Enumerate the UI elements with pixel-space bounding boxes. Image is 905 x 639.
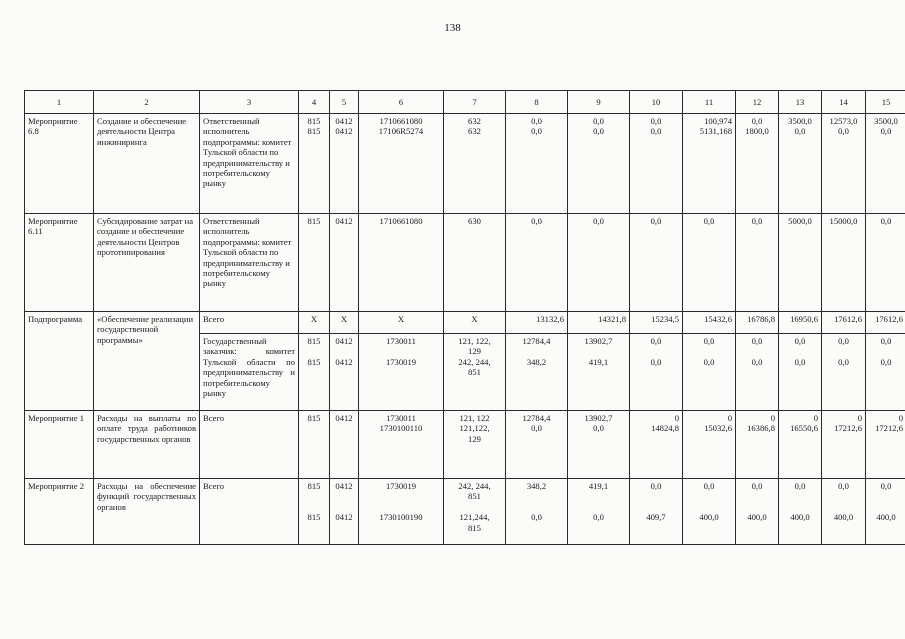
cell-c15: 0,0 0,0	[866, 334, 905, 411]
cell-c10: 0 14824,8	[630, 411, 683, 479]
cell-c14: 0 17212,6	[822, 411, 866, 479]
cell-c5: 0412	[330, 411, 359, 479]
cell-c13: 0 16550,6	[779, 411, 822, 479]
table-row	[25, 114, 905, 214]
cell-c13: 3500,0 0,0	[779, 114, 822, 214]
cell-c14: 17612,6	[822, 312, 866, 334]
col-header: 12	[736, 91, 779, 114]
cell-c11: 100,974 5131,168	[683, 114, 736, 214]
cell-c4: Х	[299, 312, 330, 334]
table-row	[25, 312, 905, 334]
cell-c4: 815	[299, 214, 330, 312]
row-description: Субсидирование затрат на создание и обеспечение деятельности Центров прототипирования	[94, 214, 200, 312]
cell-c15: 0 17212,6	[866, 411, 905, 479]
cell-c10: 0,0	[630, 214, 683, 312]
col-header: 4	[299, 91, 330, 114]
col-header: 11	[683, 91, 736, 114]
header-row	[25, 91, 905, 114]
cell-c8: 348,2 0,0	[506, 479, 568, 545]
cell-c8: 0,0	[506, 214, 568, 312]
cell-c13: 0,0 400,0	[779, 479, 822, 545]
row-label: Мероприятие 6.11	[25, 214, 94, 312]
cell-c12: 0 16386,8	[736, 411, 779, 479]
col-header: 14	[822, 91, 866, 114]
row-label: Мероприятие 6.8	[25, 114, 94, 214]
cell-c4: 815 815	[299, 479, 330, 545]
cell-c6: 1710661080 17106R5274	[359, 114, 444, 214]
cell-c7: 632 632	[444, 114, 506, 214]
cell-c4: 815 815	[299, 334, 330, 411]
table-row	[25, 411, 905, 479]
budget-table	[24, 90, 905, 545]
row-description: Расходы на обеспечение функций государственных органов	[94, 479, 200, 545]
cell-c7: 242, 244, 851 121,244, 815	[444, 479, 506, 545]
row-executor: Ответственный исполнитель подпрограммы: комитет Тульской области по предпринимательству и потребительскому рынку	[200, 214, 299, 312]
cell-c6: 1730011 1730019	[359, 334, 444, 411]
cell-c9: 13902,7 419,1	[568, 334, 630, 411]
cell-c5: Х	[330, 312, 359, 334]
cell-c7: Х	[444, 312, 506, 334]
cell-c8: 12784,4 348,2	[506, 334, 568, 411]
cell-c5: 0412 0412	[330, 114, 359, 214]
table-row	[25, 214, 905, 312]
cell-c4: 815	[299, 411, 330, 479]
cell-c11: 15432,6	[683, 312, 736, 334]
cell-c13: 16950,6	[779, 312, 822, 334]
cell-c5: 0412 0412	[330, 479, 359, 545]
col-header: 5	[330, 91, 359, 114]
cell-c12: 0,0 1800,0	[736, 114, 779, 214]
cell-c6: 1730011 1730100110	[359, 411, 444, 479]
cell-c11: 0,0	[683, 214, 736, 312]
cell-c12: 0,0	[736, 214, 779, 312]
cell-c6: 1730019 1730100190	[359, 479, 444, 545]
cell-c4: 815 815	[299, 114, 330, 214]
cell-c8: 12784,4 0,0	[506, 411, 568, 479]
col-header: 15	[866, 91, 905, 114]
cell-c12: 16786,8	[736, 312, 779, 334]
row-description: Расходы на выплаты по оплате труда работников государственных органов	[94, 411, 200, 479]
cell-c9: 0,0	[568, 214, 630, 312]
col-header: 2	[94, 91, 200, 114]
col-header: 3	[200, 91, 299, 114]
col-header: 8	[506, 91, 568, 114]
cell-c8: 13132,6	[506, 312, 568, 334]
cell-c10: 0,0 0,0	[630, 114, 683, 214]
col-header: 1	[25, 91, 94, 114]
cell-c14: 0,0 0,0	[822, 334, 866, 411]
cell-c11: 0,0 400,0	[683, 479, 736, 545]
page-number: 138	[444, 22, 461, 34]
col-header: 10	[630, 91, 683, 114]
col-header: 9	[568, 91, 630, 114]
cell-c11: 0 15032,6	[683, 411, 736, 479]
cell-c7: 121, 122 121,122, 129	[444, 411, 506, 479]
cell-c12: 0,0 400,0	[736, 479, 779, 545]
row-executor: Всего	[200, 479, 299, 545]
cell-c5: 0412	[330, 214, 359, 312]
cell-c14: 0,0 400,0	[822, 479, 866, 545]
row-executor: Государственный заказчик: комитет Тульской области по предпринимательству и потребительскому рынку	[200, 334, 299, 411]
col-header: 6	[359, 91, 444, 114]
row-executor: Всего	[200, 312, 299, 334]
cell-c13: 0,0 0,0	[779, 334, 822, 411]
cell-c15: 3500,0 0,0	[866, 114, 905, 214]
col-header: 13	[779, 91, 822, 114]
cell-c5: 0412 0412	[330, 334, 359, 411]
cell-c14: 15000,0	[822, 214, 866, 312]
cell-c13: 5000,0	[779, 214, 822, 312]
cell-c7: 630	[444, 214, 506, 312]
cell-c6: Х	[359, 312, 444, 334]
row-label: Мероприятие 2	[25, 479, 94, 545]
cell-c10: 0,0 0,0	[630, 334, 683, 411]
row-label: Подпрограмма	[25, 312, 94, 411]
cell-c9: 0,0 0,0	[568, 114, 630, 214]
cell-c12: 0,0 0,0	[736, 334, 779, 411]
cell-c15: 0,0 400,0	[866, 479, 905, 545]
cell-c6: 1710661080	[359, 214, 444, 312]
cell-c10: 0,0 409,7	[630, 479, 683, 545]
row-label: Мероприятие 1	[25, 411, 94, 479]
cell-c10: 15234,5	[630, 312, 683, 334]
row-description: «Обеспечение реализации государственной программы»	[94, 312, 200, 411]
cell-c14: 12573,0 0,0	[822, 114, 866, 214]
row-executor: Всего	[200, 411, 299, 479]
row-description: Создание и обеспечение деятельности Центра инжиниринга	[94, 114, 200, 214]
cell-c9: 419,1 0,0	[568, 479, 630, 545]
cell-c9: 14321,8	[568, 312, 630, 334]
cell-c8: 0,0 0,0	[506, 114, 568, 214]
cell-c9: 13902,7 0,0	[568, 411, 630, 479]
cell-c15: 0,0	[866, 214, 905, 312]
col-header: 7	[444, 91, 506, 114]
cell-c11: 0,0 0,0	[683, 334, 736, 411]
cell-c7: 121, 122, 129 242, 244, 851	[444, 334, 506, 411]
cell-c15: 17612,6	[866, 312, 905, 334]
table-row	[25, 479, 905, 545]
row-executor: Ответственный исполнитель подпрограммы: комитет Тульской области по предпринимательству и потребительскому рынку	[200, 114, 299, 214]
